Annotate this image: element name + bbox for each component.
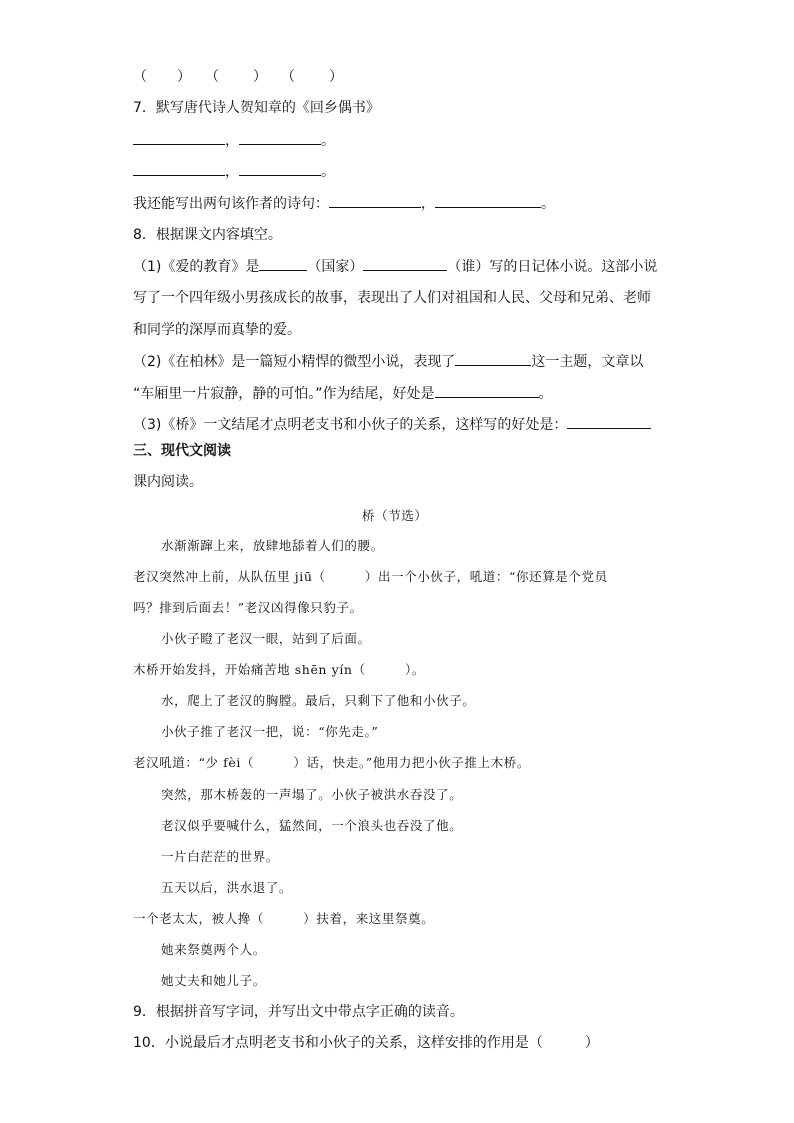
q8-part1-line3: 和同学的深厚而真挚的爱。 [133, 322, 301, 338]
answer-blank[interactable] [329, 193, 421, 208]
paren-open: （ [133, 69, 147, 85]
q8-part3: （3)《桥》一文结尾才点明老支书和小伙子的关系，这样写的好处是： [133, 414, 651, 435]
passage-line: 小伙子推了老汉一把，说：“你先走。” [161, 724, 379, 739]
q7-extra-verse: 我还能写出两句该作者的诗句： ， 。 [133, 193, 555, 214]
q10-text: 10．小说最后才点明老支书和小伙子的关系，这样安排的作用是（ ） [133, 1035, 599, 1051]
passage-line: 吗？排到后面去！”老汉凶得像只豹子。 [133, 600, 363, 615]
passage-line: 老汉吼道：“少 fèi（ ）话，快走。”他用力把小伙子推上木桥。 [133, 755, 530, 770]
answer-blank-theme[interactable] [455, 351, 531, 366]
passage-line: 一片白茫茫的世界。 [161, 849, 279, 864]
q9-text: 9．根据拼音写字词，并写出文中带点字正确的读音。 [133, 1004, 464, 1020]
q7-poem-line-1: ， 。 [133, 130, 335, 151]
section-intro: 课内阅读。 [133, 474, 203, 490]
q8-part2-line1: （2)《在柏林》是一篇短小精悍的微型小说，表现了 这一主题，文章以 [133, 351, 643, 372]
q8-part1-line1: （1)《爱的教育》是 （国家） （谁）写的日记体小说。这部小说 [133, 256, 657, 277]
passage-line: 老汉突然冲上前，从队伍里 jiū（ ）出一个小伙子，吼道：“你还算是个党员 [133, 569, 608, 584]
passage-title: 桥（节选） [362, 508, 428, 523]
q7-title: 7．默写唐代诗人贺知章的《回乡偶书》 [133, 100, 380, 116]
passage-line: 水渐渐蹿上来，放肆地舔着人们的腰。 [161, 538, 384, 553]
answer-blank-country[interactable] [259, 256, 307, 271]
answer-blank-bridge[interactable] [567, 414, 651, 429]
paren-open: （ [281, 69, 295, 85]
answer-blank[interactable] [239, 130, 321, 145]
passage-line: 老汉似乎要喊什么，猛然间，一个浪头也吞没了他。 [161, 818, 463, 833]
q8-part1-line2: 写了一个四年级小男孩成长的故事，表现出了人们对祖国和人民、父母和兄弟、老师 [133, 290, 651, 306]
paren-open: （ [205, 69, 219, 85]
passage-line: 她来祭奠两个人。 [161, 942, 266, 957]
q8-part2-line2: “车厢里一片寂静，静的可怕。”作为结尾，好处是 。 [133, 383, 553, 404]
passage-line: 一个老太太，被人搀（ ）扶着，来这里祭奠。 [133, 911, 435, 926]
passage-line: 她丈夫和她儿子。 [161, 973, 266, 988]
q8-title: 8．根据课文内容填空。 [133, 227, 282, 243]
q7-poem-line-2: ， 。 [133, 161, 335, 182]
passage-line: 小伙子瞪了老汉一眼，站到了后面。 [161, 631, 371, 646]
answer-blank[interactable] [435, 193, 541, 208]
answer-blank[interactable] [133, 130, 225, 145]
answer-blank-author[interactable] [363, 256, 447, 271]
answer-blank[interactable] [239, 161, 321, 176]
passage-line: 五天以后，洪水退了。 [161, 880, 293, 895]
top-answer-parens [133, 67, 343, 87]
answer-blank[interactable] [133, 161, 225, 176]
paren-close: ） [253, 69, 267, 85]
answer-blank-benefit[interactable] [435, 383, 539, 398]
passage-line: 突然，那木桥轰的一声塌了。小伙子被洪水吞没了。 [161, 787, 463, 802]
section-heading: 三、现代文阅读 [133, 443, 231, 459]
passage-line: 水，爬上了老汉的胸膛。最后，只剩下了他和小伙子。 [161, 693, 476, 708]
passage-line: 木桥开始发抖，开始痛苦地 shēn yín（ ）。 [133, 662, 425, 677]
paren-close: ） [177, 69, 191, 85]
paren-close: ） [329, 69, 343, 85]
